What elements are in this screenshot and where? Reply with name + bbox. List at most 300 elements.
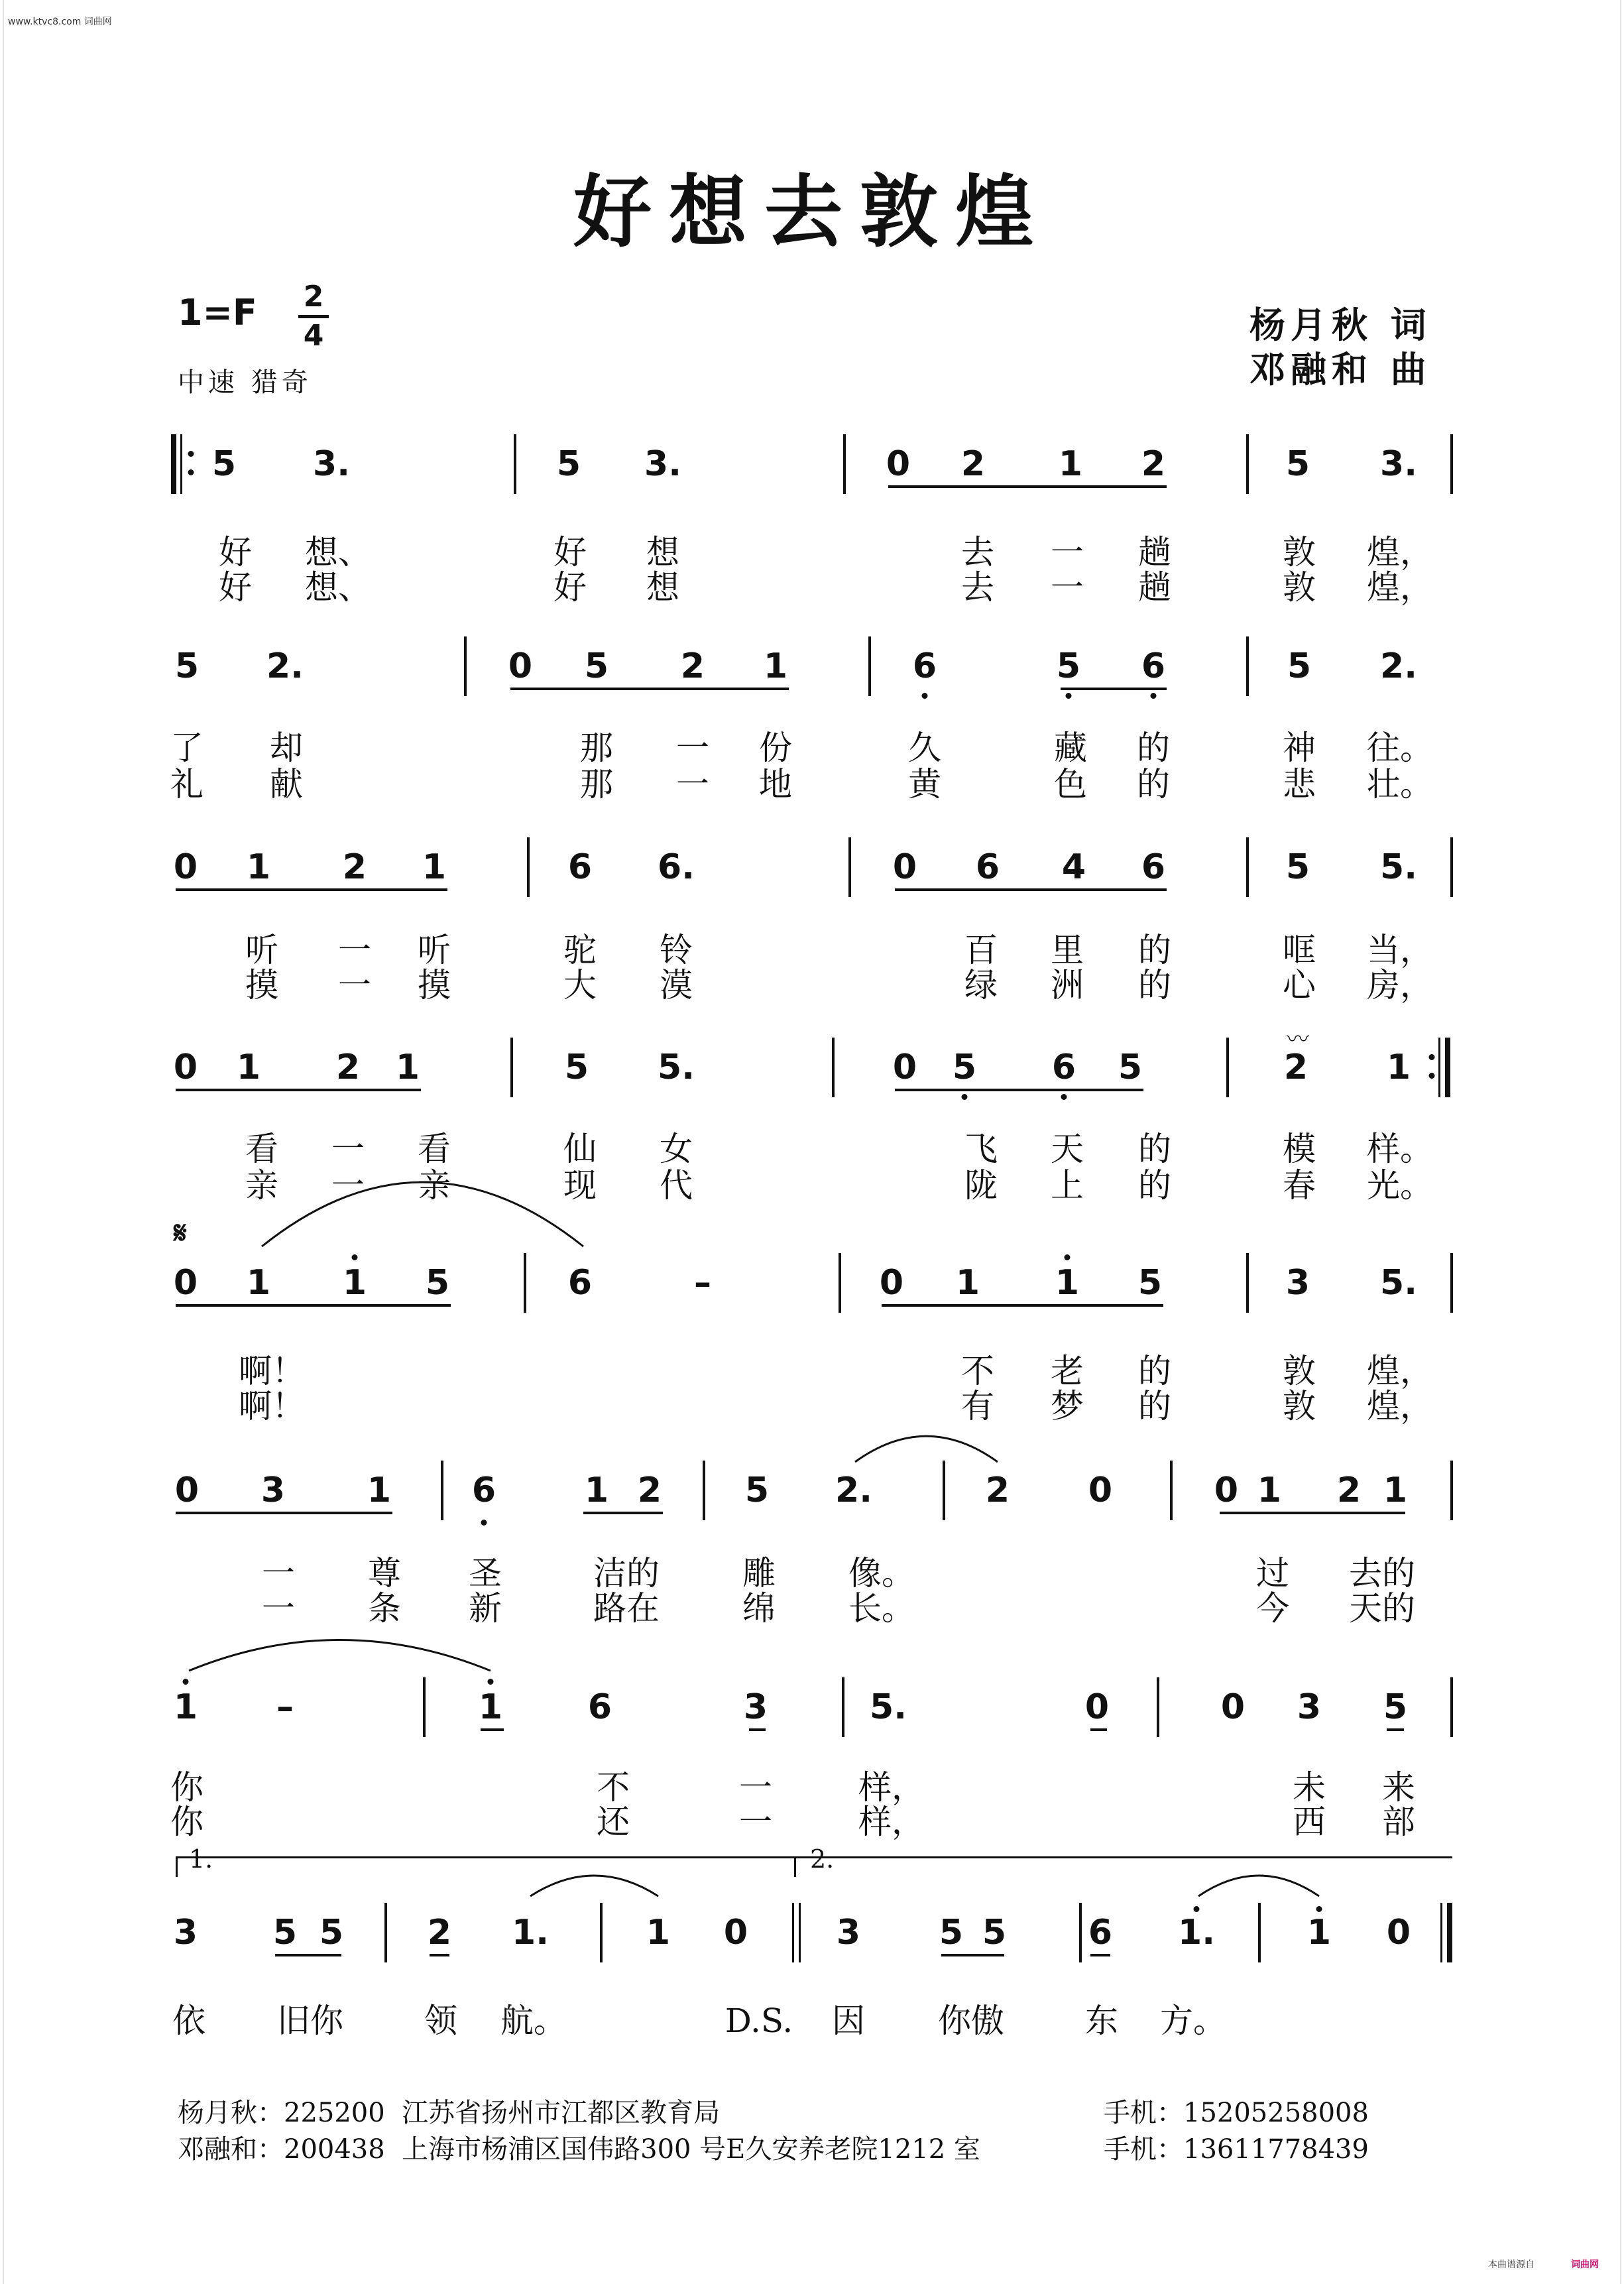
lyric-verse-2: 色 (1054, 765, 1087, 804)
lyric-verse-2: 想 (646, 568, 679, 607)
bar-line (510, 1038, 513, 1097)
bar-line (464, 636, 467, 696)
tempo-marking: 中速 猎奇 (178, 367, 312, 398)
composer-credit: 邓融和 曲 (1249, 348, 1432, 391)
song-title: 好想去敦煌 (573, 166, 1051, 258)
note: 2 (427, 1913, 452, 1953)
note: 5 (1383, 1687, 1408, 1727)
lyric-verse-2: 条 (368, 1589, 401, 1628)
lyric-verse-2: 敦 (1283, 1387, 1316, 1425)
repeat-dot (1429, 1073, 1435, 1079)
slur-curve (530, 1876, 658, 1896)
slur-curve (189, 1640, 491, 1671)
eighth-note-beam (1090, 1954, 1110, 1956)
eighth-note-beam (888, 485, 1167, 488)
note: 0 (892, 1048, 917, 1087)
bar-line (1226, 1038, 1229, 1097)
double-bar (799, 1903, 801, 1962)
start-repeat-thin-bar (180, 434, 182, 494)
note: 3 (1297, 1687, 1322, 1727)
note: 0 (174, 1471, 200, 1510)
lyric-verse-1: 趟 (1138, 533, 1171, 571)
lyric-verse-1: 一 (331, 1130, 365, 1168)
note: 0 (173, 1263, 198, 1303)
lyric-verse-2: 西 (1293, 1803, 1326, 1841)
lyric-verse-1: 不 (961, 1352, 994, 1390)
lyric-verse-1: 一 (676, 729, 709, 767)
eighth-note-beam (275, 1954, 341, 1956)
lyric-verse-1: 天 (1051, 1130, 1084, 1168)
right-page-edge (1620, 0, 1621, 2284)
lyric-verse-1: 一 (739, 1768, 772, 1807)
bar-line (441, 1461, 443, 1520)
note: 1 (1058, 444, 1083, 484)
octave-dot (962, 1094, 968, 1100)
lyric-verse-1: 啊！ (239, 1352, 305, 1390)
eighth-note-beam (895, 1089, 1143, 1091)
lyric-verse-2: 悲 (1283, 765, 1316, 804)
note: 2 (960, 444, 986, 484)
final-thick-bar (1447, 1903, 1452, 1962)
slur-curve (1198, 1876, 1319, 1896)
lyric-verse-2: 上 (1051, 1166, 1084, 1205)
volta-1-label: 1. (189, 1844, 213, 1874)
volta-2-label: 2. (810, 1844, 835, 1874)
note: 5 (584, 646, 609, 686)
lyric-verse-1: 圣 (469, 1554, 502, 1593)
note: 6 (975, 847, 1000, 887)
final-thin-bar (1440, 1903, 1442, 1962)
lyric-verse-1: 女 (660, 1130, 693, 1168)
lyricist-credit: 杨月秋 词 (1249, 304, 1432, 346)
octave-dot (481, 1520, 487, 1526)
lyric-verse-2: 亲 (245, 1166, 278, 1205)
lyric-verse-2: 洲 (1051, 966, 1084, 1004)
note: – (694, 1263, 711, 1303)
bar-line (848, 837, 851, 897)
lyric-verse-1: 看 (245, 1130, 278, 1168)
lyric-verse-2: 样， (858, 1803, 925, 1841)
source-brand: 词曲网 (1571, 2259, 1599, 2270)
note: 5 (556, 444, 581, 484)
note: 5 (211, 444, 237, 484)
lyric-verse-2: 一 (1051, 568, 1084, 607)
note: 5 (982, 1913, 1007, 1953)
note: 1 (646, 1913, 671, 1953)
bar-line (839, 1253, 841, 1313)
note: 1 (1383, 1471, 1408, 1510)
eighth-note-beam (1387, 1728, 1404, 1731)
lyric-verse-2: 心 (1283, 966, 1316, 1004)
lyric-verse-1: 未 (1293, 1768, 1326, 1807)
lyric-verse-1: 方。 (1160, 2002, 1226, 2040)
note: 1 (422, 847, 447, 887)
note: 0 (1214, 1471, 1239, 1510)
footer-lyricist-address: 杨月秋：225200 江苏省扬州市江都区教育局 (178, 2098, 721, 2128)
lyric-verse-1: 去 (961, 533, 994, 571)
lyric-verse-1: 雕 (742, 1554, 776, 1593)
lyric-verse-1: 过 (1256, 1554, 1289, 1593)
lyric-verse-1: 模 (1283, 1130, 1316, 1168)
note: 2 (1283, 1048, 1308, 1087)
lyric-verse-1: 仙 (563, 1130, 597, 1168)
time-signature-bottom: 4 (303, 319, 324, 353)
note: 5. (1380, 847, 1417, 887)
note: 1 (1055, 1263, 1080, 1303)
bar-line (384, 1903, 387, 1962)
lyric-verse-2: 啊！ (239, 1387, 305, 1425)
lyric-verse-1: 往。 (1367, 729, 1433, 767)
bar-line (1246, 1253, 1249, 1313)
double-bar (792, 1903, 794, 1962)
note: 3. (644, 444, 681, 484)
note: 1 (1386, 1048, 1411, 1087)
lyric-verse-1: 依 (172, 2002, 205, 2040)
lyric-verse-2: 漠 (660, 966, 693, 1004)
footer-composer-phone: 手机：13611778439 (1104, 2134, 1369, 2165)
note: 3 (836, 1913, 861, 1953)
lyric-verse-2: 一 (338, 966, 371, 1004)
lyric-verse-2: 路在 (593, 1589, 660, 1628)
eighth-note-beam (1220, 1512, 1405, 1514)
lyric-verse-2: 长。 (848, 1589, 915, 1628)
lyric-verse-2: 部 (1382, 1803, 1415, 1841)
bar-line (843, 434, 846, 494)
note: 1 (478, 1687, 503, 1727)
note: 2 (1336, 1471, 1362, 1510)
bar-line (943, 1461, 945, 1520)
note: 6. (658, 847, 695, 887)
lyric-verse-1: 的 (1138, 1130, 1171, 1168)
lyric-verse-2: 敦 (1283, 568, 1316, 607)
lyric-verse-2: 黄 (908, 765, 941, 804)
note: 0 (723, 1913, 748, 1953)
lyric-verse-2: 的 (1137, 765, 1170, 804)
note: 2. (835, 1471, 872, 1510)
note: 5 (939, 1913, 964, 1953)
time-signature-top: 2 (303, 280, 324, 314)
note: 1 (342, 1263, 367, 1303)
note: 6 (471, 1471, 496, 1510)
note: 5 (174, 646, 200, 686)
note: 5 (319, 1913, 344, 1953)
eighth-note-beam (882, 1304, 1163, 1307)
lyric-verse-1: 去的 (1349, 1554, 1415, 1593)
note: 3. (313, 444, 350, 484)
note: 5. (1380, 1263, 1417, 1303)
octave-dot (1061, 1094, 1067, 1100)
bar-line (600, 1903, 603, 1962)
note: 0 (508, 646, 533, 686)
bar-line (1246, 434, 1249, 494)
note: 3 (261, 1471, 286, 1510)
note: 6 (1141, 646, 1166, 686)
note: 0 (892, 847, 917, 887)
note: 1 (173, 1687, 198, 1727)
lyric-verse-2: 的 (1138, 1387, 1171, 1425)
lyric-verse-1: 好 (553, 533, 587, 571)
eighth-note-beam (481, 1728, 504, 1731)
lyric-verse-1: 了 (170, 729, 203, 767)
note: 1 (236, 1048, 261, 1087)
note: 1 (246, 1263, 271, 1303)
eighth-note-beam (941, 1954, 1004, 1956)
note: 5 (744, 1471, 770, 1510)
lyric-verse-1: 样。 (1367, 1130, 1433, 1168)
note: 5 (1285, 444, 1310, 484)
lyric-verse-1: 听 (245, 931, 278, 969)
lyric-verse-2: 陇 (964, 1166, 998, 1205)
lyric-verse-1: 一 (338, 931, 371, 969)
lyric-verse-2: 你 (170, 1803, 203, 1841)
eighth-note-beam (176, 1304, 451, 1307)
note: 0 (1088, 1471, 1113, 1510)
note: 1 (367, 1471, 392, 1510)
note: 3 (743, 1687, 768, 1727)
end-repeat-thin-bar (1438, 1038, 1440, 1097)
lyric-verse-1: D.S. (725, 2002, 793, 2040)
lyric-verse-1: 久 (908, 729, 941, 767)
start-repeat-thick-bar (171, 434, 176, 494)
note: 5. (658, 1048, 695, 1087)
octave-dot (1066, 693, 1072, 699)
lyric-verse-1: 的 (1137, 729, 1170, 767)
bar-line (1079, 1903, 1082, 1962)
bar-line (1450, 1677, 1453, 1737)
lyric-verse-1: 铃 (660, 931, 693, 969)
bar-line (423, 1677, 426, 1737)
lyric-verse-2: 的 (1138, 966, 1171, 1004)
lyric-verse-1: 样， (858, 1768, 925, 1807)
source-note: 本曲谱源自 (1488, 2259, 1535, 2270)
octave-dot (183, 1679, 189, 1685)
lyric-verse-2: 趟 (1138, 568, 1171, 607)
repeat-dot (188, 451, 194, 457)
lyric-verse-2: 今 (1256, 1589, 1289, 1628)
lyric-verse-1: 看 (418, 1130, 451, 1168)
lyric-verse-2: 礼 (170, 765, 203, 804)
bar-line (1258, 1903, 1261, 1962)
lyric-verse-1: 飞 (964, 1130, 998, 1168)
lyric-verse-2: 现 (563, 1166, 597, 1205)
eighth-note-beam (176, 1512, 392, 1514)
octave-dot (1316, 1906, 1322, 1912)
lyric-verse-1: 你 (170, 1768, 203, 1807)
octave-dot (488, 1679, 494, 1685)
lyric-verse-2: 梦 (1051, 1387, 1084, 1425)
note: 6 (587, 1687, 612, 1727)
note: 2 (985, 1471, 1010, 1510)
eighth-note-beam (510, 688, 789, 690)
lyric-verse-1: 想、 (305, 533, 371, 571)
bar-line (1246, 837, 1249, 897)
lyric-verse-1: 旧你 (277, 2002, 343, 2040)
lyric-verse-1: 好 (219, 533, 252, 571)
note: 0 (173, 847, 198, 887)
time-signature (298, 280, 329, 353)
lyric-verse-2: 大 (563, 966, 597, 1004)
note: 6 (912, 646, 937, 686)
lyric-verse-2: 一 (676, 765, 709, 804)
lyric-verse-2: 好 (553, 568, 587, 607)
note: 5 (564, 1048, 589, 1087)
lyric-verse-2: 的 (1138, 1166, 1171, 1205)
lyric-verse-2: 房， (1367, 966, 1433, 1004)
note: 5 (1118, 1048, 1143, 1087)
note: 1 (246, 847, 271, 887)
lyric-verse-1: 听 (418, 931, 451, 969)
lyric-verse-2: 绵 (742, 1589, 776, 1628)
bar-line (703, 1461, 705, 1520)
lyric-verse-2: 献 (270, 765, 303, 804)
note: 0 (1084, 1687, 1110, 1727)
volta-2-bracket (794, 1856, 1452, 1877)
note: 1 (955, 1263, 980, 1303)
bar-line (514, 434, 516, 494)
bar-line (842, 1677, 844, 1737)
lyric-verse-1: 一 (1051, 533, 1084, 571)
note: 5 (952, 1048, 977, 1087)
lyric-verse-1: 神 (1283, 729, 1316, 767)
lyric-verse-1: 却 (270, 729, 303, 767)
lyric-verse-2: 好 (219, 568, 252, 607)
note: 0 (173, 1048, 198, 1087)
note: 2 (680, 646, 705, 686)
octave-dot (922, 693, 928, 699)
octave-dot (1194, 1906, 1200, 1912)
lyric-verse-1: 洁的 (593, 1554, 660, 1593)
octave-dot (352, 1254, 358, 1260)
note: 2 (637, 1471, 662, 1510)
slur (259, 1164, 587, 1253)
watermark: www.ktvc8.com 词曲网 (8, 17, 112, 27)
end-repeat-thick-bar (1445, 1038, 1450, 1097)
lyric-verse-1: 一 (262, 1554, 295, 1593)
lyric-verse-2: 一 (739, 1803, 772, 1841)
lyric-verse-2: 去 (961, 568, 994, 607)
note: 0 (1220, 1687, 1246, 1727)
note: – (276, 1687, 294, 1727)
lyric-verse-1: 东 (1085, 2002, 1118, 2040)
note: 0 (886, 444, 911, 484)
bar-line (1170, 1461, 1173, 1520)
note: 6 (1051, 1048, 1076, 1087)
eighth-note-beam (1061, 688, 1167, 690)
note: 1. (1178, 1913, 1215, 1953)
lyric-verse-1: 因 (832, 2002, 865, 2040)
lyric-verse-2: 亲 (418, 1166, 451, 1205)
lyric-verse-2: 摸 (418, 966, 451, 1004)
lyric-verse-2: 绿 (964, 966, 998, 1004)
eighth-note-beam (176, 888, 447, 891)
note: 1 (1257, 1471, 1282, 1510)
lyric-verse-2: 新 (469, 1589, 502, 1628)
bar-line (1450, 837, 1453, 897)
lyric-verse-1: 想 (646, 533, 679, 571)
note: 6 (1088, 1913, 1113, 1953)
lyric-verse-2: 光。 (1367, 1166, 1433, 1205)
lyric-verse-1: 你傲 (938, 2002, 1004, 2040)
eighth-note-beam (430, 1954, 449, 1956)
note: 0 (1386, 1913, 1411, 1953)
lyric-verse-2: 想、 (305, 568, 371, 607)
footer-lyricist-phone: 手机：15205258008 (1104, 2098, 1369, 2128)
lyric-verse-1: 航。 (500, 2002, 567, 2040)
lyric-verse-1: 的 (1138, 931, 1171, 969)
note: 6 (567, 847, 593, 887)
footer-composer-address: 邓融和：200438 上海市杨浦区国伟路300 号E久安养老院1212 室 (178, 2134, 980, 2165)
lyric-verse-1: 敦 (1283, 533, 1316, 571)
lyric-verse-1: 像。 (848, 1554, 915, 1593)
note: 4 (1061, 847, 1086, 887)
eighth-note-beam (176, 1089, 421, 1091)
lyric-verse-1: 百 (964, 931, 998, 969)
lyric-verse-1: 敦 (1283, 1352, 1316, 1390)
lyric-verse-2: 天的 (1349, 1589, 1415, 1628)
bar-line (868, 636, 871, 696)
note: 3 (173, 1913, 198, 1953)
note: 1. (512, 1913, 549, 1953)
note: 0 (879, 1263, 904, 1303)
volta-1-bracket (176, 1856, 794, 1877)
lyric-verse-1: 的 (1138, 1352, 1171, 1390)
bar-line (1157, 1677, 1159, 1737)
bar-line (524, 1253, 526, 1313)
segno-sign: 𝄋 (174, 1215, 187, 1250)
bar-line (1450, 434, 1453, 494)
note: 5 (1285, 847, 1310, 887)
lyric-verse-2: 地 (759, 765, 792, 804)
octave-dot (1065, 1254, 1071, 1260)
note: 2 (1141, 444, 1166, 484)
lyric-verse-2: 壮。 (1367, 765, 1433, 804)
bar-line (1246, 636, 1249, 696)
lyric-verse-1: 煌， (1367, 533, 1433, 571)
mordent-sign: 〰 (1287, 1026, 1309, 1053)
note: 1 (763, 646, 788, 686)
note: 1 (395, 1048, 420, 1087)
lyric-verse-1: 哐 (1283, 931, 1316, 969)
note: 1 (584, 1471, 609, 1510)
eighth-note-beam (583, 1512, 663, 1514)
left-page-edge (3, 0, 4, 2284)
note: 2. (1380, 646, 1417, 686)
repeat-dot (1429, 1054, 1435, 1060)
repeat-dot (188, 469, 194, 475)
note: 3. (1380, 444, 1417, 484)
lyric-verse-2: 煌， (1367, 568, 1433, 607)
lyric-verse-2: 还 (597, 1803, 630, 1841)
note: 1 (1306, 1913, 1332, 1953)
time-signature-bar (298, 315, 329, 318)
eighth-note-beam (749, 1728, 766, 1731)
lyric-verse-1: 份 (759, 729, 792, 767)
lyric-verse-2: 春 (1283, 1166, 1316, 1205)
note: 5 (1137, 1263, 1163, 1303)
note: 5. (870, 1687, 907, 1727)
note: 2 (335, 1048, 361, 1087)
slur (852, 1429, 1001, 1469)
note: 2. (266, 646, 304, 686)
lyric-verse-1: 煌， (1367, 1352, 1433, 1390)
note: 2 (342, 847, 367, 887)
octave-dot (1151, 693, 1157, 699)
note: 6 (1141, 847, 1166, 887)
lyric-verse-1: 当， (1367, 931, 1433, 969)
slur-curve (262, 1182, 583, 1246)
bar-line (527, 837, 530, 897)
lyric-verse-2: 一 (331, 1166, 365, 1205)
